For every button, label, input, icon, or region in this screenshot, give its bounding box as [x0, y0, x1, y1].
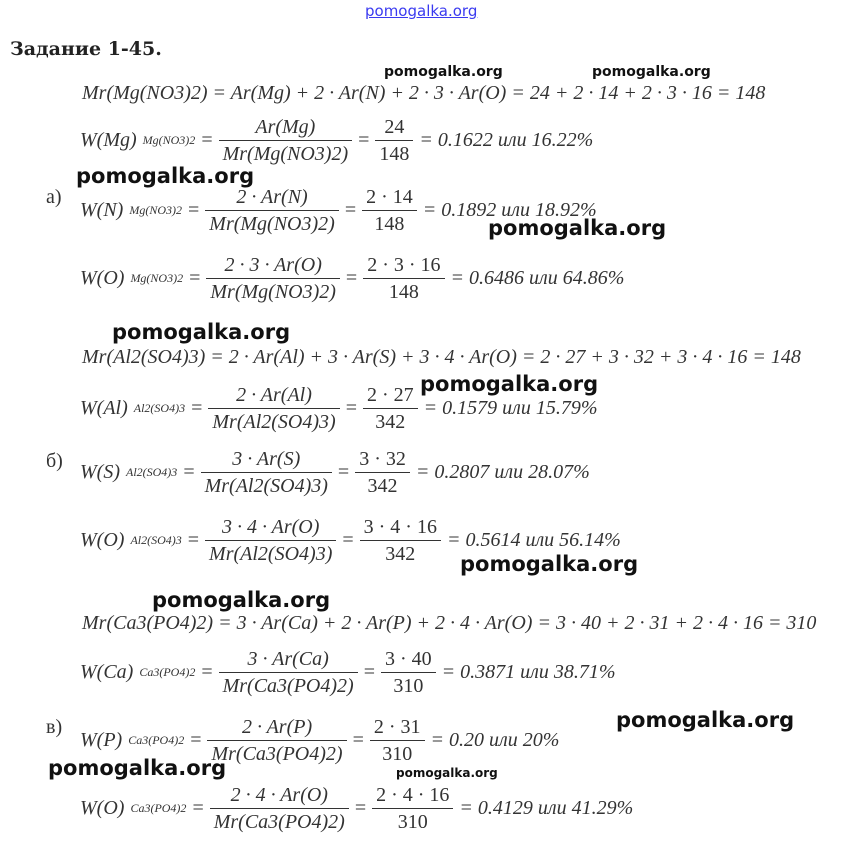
fraction-row: W(Al) Al2(SO4)3 = $\frac{2 \cdot Ar(Al)}{Mr(Al2(SO4)3)}$ = $\frac{2 \cdot 27}{342}$ = 0.1579 или 15.79%	[80, 384, 598, 433]
watermark: pomogalka.org	[460, 552, 639, 576]
watermark: pomogalka.org	[616, 708, 795, 732]
fraction-row: W(S) Al2(SO4)3 = $\frac{3 \cdot Ar(S)}{Mr(Al2(SO4)3)}$ = $\frac{3 \cdot 32}{342}$ = 0.2807 или 28.07%	[80, 448, 590, 497]
row-lhs: W(O)	[80, 529, 125, 551]
mr-line-a: Mr(Mg(NO3)2) = Ar(Mg) + 2 · Ar(N) + 2 · 3 · Ar(O) = 24 + 2 · 14 + 2 · 3 · 16 = 148	[82, 82, 766, 104]
row-lhs: W(Al)	[80, 397, 128, 419]
row-sub: Mg(NO3)2	[129, 203, 182, 217]
row-sub: Al2(SO4)3	[133, 401, 186, 415]
fraction-row: W(O) Ca3(PO4)2 = $\frac{2 \cdot 4 \cdot Ar(O)}{Mr(Ca3(PO4)2)}$ = $\frac{2 \cdot 4 \cdot 16}{310}$ = 0.4129 или 41.29%	[80, 784, 634, 833]
row-lhs: W(O)	[80, 797, 125, 819]
watermark: pomogalka.org	[592, 64, 711, 80]
row-sub: Mg(NO3)2	[130, 271, 184, 285]
row-result: = 0.1579 или 15.79%	[423, 397, 598, 419]
symbolic-fraction: $\frac{Ar(Mg)}{Mr(Mg(NO3)2)}$	[219, 114, 353, 167]
row-result: = 0.3871 или 38.71%	[441, 661, 616, 683]
fraction-row: W(O) Mg(NO3)2 = $\frac{2 \cdot 3 \cdot Ar(O)}{Mr(Mg(NO3)2)}$ = $\frac{2 \cdot 3 \cdot 16}{148}$ = 0.6486 или 64.86%	[80, 254, 625, 303]
fraction-row: W(P) Ca3(PO4)2 = $\frac{2 \cdot Ar(P)}{Mr(Ca3(PO4)2)}$ = $\frac{2 \cdot 31}{310}$ = 0.20 или 20%	[80, 716, 560, 765]
symbolic-fraction: $\frac{2 \cdot 4 \cdot Ar(O)}{Mr(Ca3(PO4)2)}$	[210, 782, 349, 835]
row-result: = 0.5614 или 56.14%	[446, 529, 621, 551]
row-lhs: W(Ca)	[80, 661, 134, 683]
part-label-b: б)	[46, 450, 63, 472]
watermark-link-top[interactable]: pomogalka.org	[365, 2, 478, 20]
numeric-fraction: $\frac{2 \cdot 14}{148}$	[362, 184, 417, 237]
numeric-fraction: $\frac{3 \cdot 4 \cdot 16}{342}$	[360, 514, 441, 567]
row-lhs: W(O)	[80, 267, 125, 289]
mr-line-c: Mr(Ca3(PO4)2) = 3 · Ar(Ca) + 2 · Ar(P) + 2 · 4 · Ar(O) = 3 · 40 + 2 · 31 + 2 · 4 · 16 = 310	[82, 612, 817, 634]
task-title: Задание 1-45.	[10, 38, 162, 60]
row-result: = 0.1622 или 16.22%	[419, 129, 594, 151]
mr-line-b: Mr(Al2(SO4)3) = 2 · Ar(Al) + 3 · Ar(S) + 3 · 4 · Ar(O) = 2 · 27 + 3 · 32 + 3 · 4 · 16 = 148	[82, 346, 801, 368]
fraction-row: W(Mg) Mg(NO3)2 = $\frac{Ar(Mg)}{Mr(Mg(NO3)2)}$ = $\frac{24}{148}$ = 0.1622 или 16.22%	[80, 116, 594, 165]
symbolic-fraction: $\frac{3 \cdot Ar(S)}{Mr(Al2(SO4)3)}$	[201, 446, 332, 499]
row-result: = 0.4129 или 41.29%	[459, 797, 634, 819]
watermark: pomogalka.org	[488, 216, 667, 240]
row-lhs: W(S)	[80, 461, 120, 483]
symbolic-fraction: $\frac{2 \cdot 3 \cdot Ar(O)}{Mr(Mg(NO3)2)}$	[206, 252, 340, 305]
watermark: pomogalka.org	[48, 756, 227, 780]
symbolic-fraction: $\frac{3 \cdot 4 \cdot Ar(O)}{Mr(Al2(SO4)3)}$	[205, 514, 336, 567]
watermark: pomogalka.org	[112, 320, 291, 344]
symbolic-fraction: $\frac{3 \cdot Ar(Ca)}{Mr(Ca3(PO4)2)}$	[219, 646, 358, 699]
numeric-fraction: $\frac{2 \cdot 3 \cdot 16}{148}$	[363, 252, 444, 305]
row-sub: Al2(SO4)3	[125, 465, 178, 479]
row-sub: Mg(NO3)2	[142, 133, 196, 147]
symbolic-fraction: $\frac{2 \cdot Ar(N)}{Mr(Mg(NO3)2)}$	[205, 184, 339, 237]
part-label-a: а)	[46, 186, 62, 208]
symbolic-fraction: $\frac{2 \cdot Ar(P)}{Mr(Ca3(PO4)2)}$	[207, 714, 346, 767]
watermark: pomogalka.org	[420, 372, 599, 396]
numeric-fraction: $\frac{3 \cdot 40}{310}$	[381, 646, 436, 699]
fraction-row: W(Ca) Ca3(PO4)2 = $\frac{3 \cdot Ar(Ca)}{Mr(Ca3(PO4)2)}$ = $\frac{3 \cdot 40}{310}$ = 0.3871 или 38.71%	[80, 648, 616, 697]
symbolic-fraction: $\frac{2 \cdot Ar(Al)}{Mr(Al2(SO4)3)}$	[208, 382, 339, 435]
row-sub: Al2(SO4)3	[130, 533, 182, 547]
numeric-fraction: $\frac{3 \cdot 32}{342}$	[355, 446, 410, 499]
numeric-fraction: $\frac{2 \cdot 4 \cdot 16}{310}$	[372, 782, 453, 835]
row-sub: Ca3(PO4)2	[139, 665, 196, 679]
watermark: pomogalka.org	[76, 164, 255, 188]
row-result: = 0.2807 или 28.07%	[415, 461, 590, 483]
fraction-row: W(N) Mg(NO3)2 = $\frac{2 \cdot Ar(N)}{Mr(Mg(NO3)2)}$ = $\frac{2 \cdot 14}{148}$ = 0.1892 или 18.92%	[80, 186, 597, 235]
numeric-fraction: $\frac{2 \cdot 31}{310}$	[370, 714, 425, 767]
row-result: = 0.1892 или 18.92%	[422, 199, 597, 221]
part-label-c: в)	[46, 716, 63, 738]
row-lhs: W(P)	[80, 729, 123, 751]
row-result: = 0.6486 или 64.86%	[450, 267, 625, 289]
watermark: pomogalka.org	[396, 766, 498, 780]
numeric-fraction: $\frac{2 \cdot 27}{342}$	[363, 382, 418, 435]
watermark: pomogalka.org	[152, 588, 331, 612]
row-sub: Ca3(PO4)2	[128, 733, 185, 747]
row-lhs: W(N)	[80, 199, 124, 221]
numeric-fraction: $\frac{24}{148}$	[375, 114, 413, 167]
fraction-row: W(O) Al2(SO4)3 = $\frac{3 \cdot 4 \cdot Ar(O)}{Mr(Al2(SO4)3)}$ = $\frac{3 \cdot 4 \cdot 16}{342}$ = 0.5614 или 56.14%	[80, 516, 621, 565]
watermark: pomogalka.org	[384, 64, 503, 80]
row-sub: Ca3(PO4)2	[130, 801, 187, 815]
row-lhs: W(Mg)	[80, 129, 137, 151]
row-result: = 0.20 или 20%	[430, 729, 560, 751]
